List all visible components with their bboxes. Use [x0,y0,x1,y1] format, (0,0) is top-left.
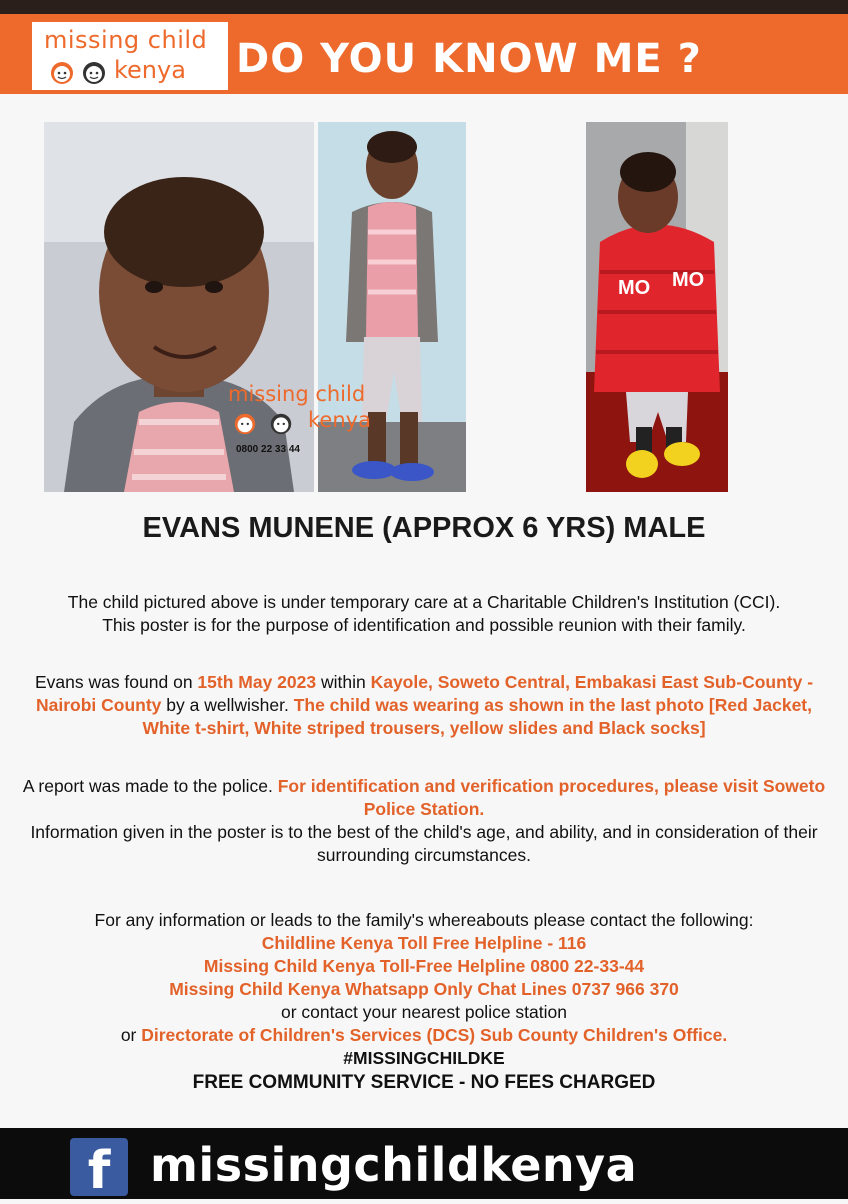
facebook-icon: f [70,1138,128,1196]
found-date: 15th May 2023 [197,672,317,692]
poster-header [0,14,848,94]
intro-line1: The child pictured above is under temporary care at a Charitable Children's Institution (CCI). [67,592,781,612]
footer-banner [0,1128,848,1199]
found-paragraph [10,671,838,740]
child-name-title: EVANS MUNENE (APPROX 6 YRS) MALE [142,512,706,544]
contact-intro: For any information or leads to the family's whereabouts please contact the following: [94,910,754,930]
intro-paragraph [10,591,838,637]
police-station-visit: For identification and verification procedures, please visit Soweto Police Station. [277,776,826,819]
found-place: Kayole, Soweto Central, Embakasi East Sub-County - Nairobi County [35,672,814,715]
watermark-logo [226,378,386,458]
hashtag: #MISSINGCHILDKE [343,1048,505,1068]
found-text3: by a wellwisher. [161,695,294,715]
found-clothing: The child was wearing as shown in the last photo [Red Jacket, White t-shirt, White striped trousers, yellow slides and Black socks] [142,695,812,738]
boy-face-icon [268,410,294,436]
top-dark-strip [0,0,848,14]
headline: DO YOU KNOW ME ? [236,36,702,82]
logo-line2: kenya [114,56,186,84]
found-text1: Evans was found on [34,672,198,692]
boy-face-icon [80,58,108,86]
mck-whatsapp-line: Missing Child Kenya Whatsapp Only Chat Lines 0737 966 370 [169,979,679,999]
girl-face-icon [48,58,76,86]
childline-helpline: Childline Kenya Toll Free Helpline - 116 [261,933,587,953]
missing-child-kenya-logo [32,22,228,90]
watermark-line1: missing child [228,382,366,406]
girl-face-icon [232,410,258,436]
watermark-line2: kenya [308,408,371,432]
svg-text:MO: MO [618,277,651,299]
nearest-police-line: or contact your nearest police station [281,1002,567,1022]
report-info: Information given in the poster is to the best of the child's age, and ability, and in consideration of their surrounding circumstances. [30,822,818,865]
report-text: A report was made to the police. [22,776,278,796]
contact-section [10,909,838,1094]
dcs-office: Directorate of Children's Services (DCS) Sub County Children's Office. [141,1025,728,1045]
child-photo-red-jacket [586,122,728,492]
mck-toll-free-helpline: Missing Child Kenya Toll-Free Helpline 0800 22-33-44 [203,956,645,976]
intro-line2: This poster is for the purpose of identification and possible reunion with their family. [102,615,746,635]
or-text: or [120,1025,142,1045]
watermark-phone: 0800 22 33 44 [236,444,300,455]
free-service-note: FREE COMMUNITY SERVICE - NO FEES CHARGED [192,1072,656,1093]
logo-line1: missing child [44,26,208,54]
report-paragraph [10,775,838,867]
found-text2: within [316,672,371,692]
svg-text:MO: MO [672,269,705,291]
facebook-handle: missingchildkenya [150,1138,638,1192]
